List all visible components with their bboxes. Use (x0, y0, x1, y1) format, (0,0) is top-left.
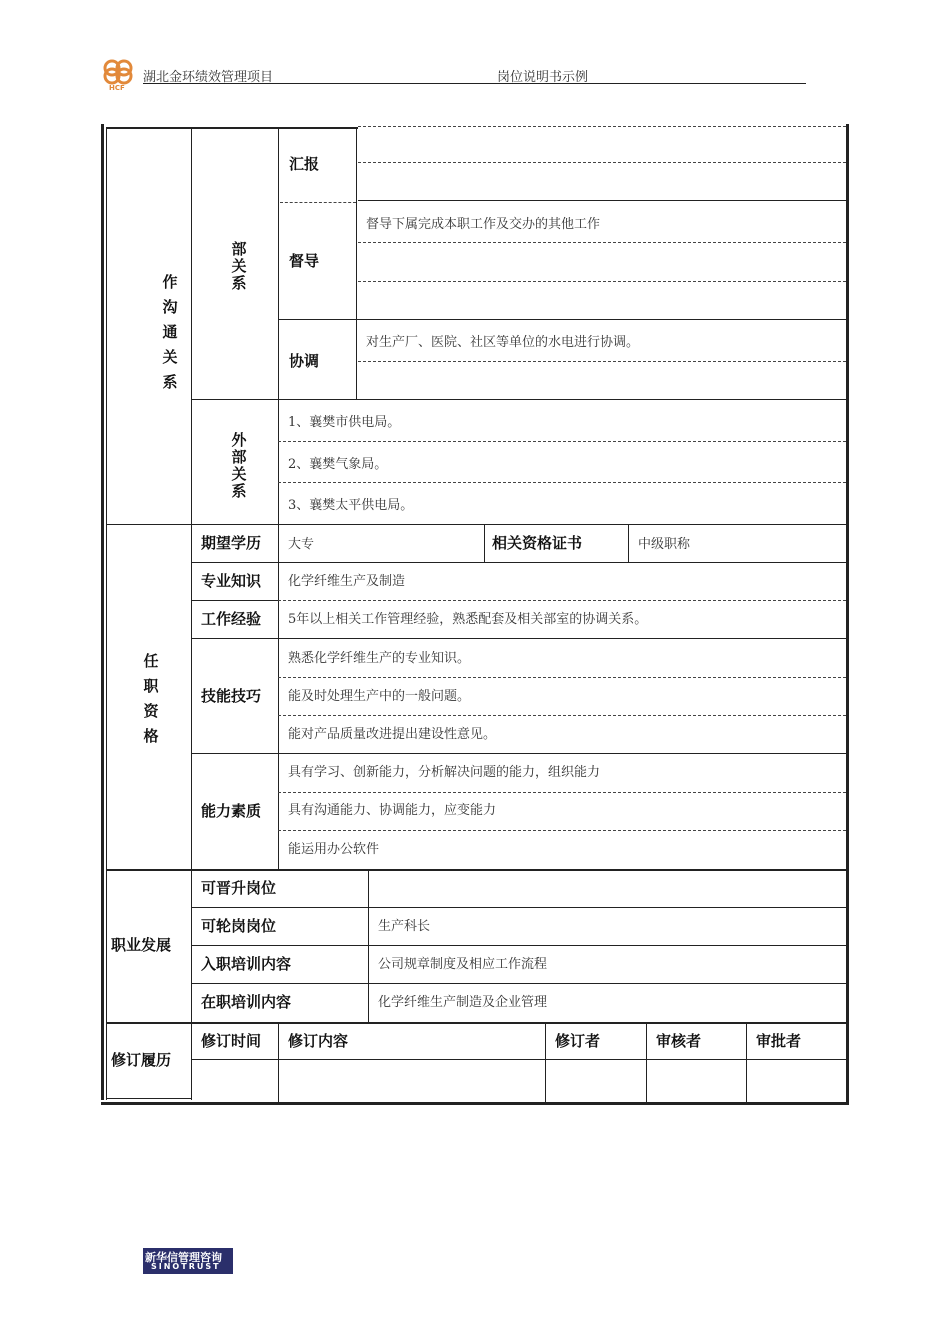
education-value: 大专 (288, 537, 315, 552)
ability-item: 具有沟通能力、协调能力，应变能力 (288, 803, 497, 818)
supervise-label: 督导 (289, 252, 320, 270)
career-row-value: 公司规章制度及相应工作流程 (378, 957, 548, 972)
skill-item: 能及时处理生产中的一般问题。 (288, 689, 471, 704)
supervise-text: 督导下属完成本职工作及交办的其他工作 (366, 217, 601, 232)
revision-col-header: 修订时间 (201, 1032, 262, 1050)
communication-section-label: 作 沟 通 关 系 (162, 273, 178, 391)
career-row-label: 在职培训内容 (201, 993, 292, 1011)
certificate-value: 中级职称 (638, 537, 691, 552)
header-project-title: 湖北金环绩效管理项目 (143, 70, 274, 85)
external-relations-label: 外 部 关 系 (231, 431, 247, 500)
coordinate-label: 协调 (289, 352, 320, 370)
skills-label: 技能技巧 (201, 687, 262, 705)
education-label: 期望学历 (201, 534, 262, 552)
coordinate-text: 对生产厂、医院、社区等单位的水电进行协调。 (366, 335, 640, 350)
internal-relations-label: 部 关 系 (231, 240, 247, 292)
abilities-label: 能力素质 (201, 802, 262, 820)
certificate-label: 相关资格证书 (492, 534, 583, 552)
skill-item: 熟悉化学纤维生产的专业知识。 (288, 651, 471, 666)
ability-item: 能运用办公软件 (288, 842, 380, 857)
career-row-value: 生产科长 (378, 919, 431, 934)
revision-col-header: 修订内容 (288, 1032, 349, 1050)
career-row-label: 可轮岗岗位 (201, 917, 277, 935)
header-doc-title: 岗位说明书示例 (497, 70, 589, 85)
revision-section-label: 修订履历 (111, 1051, 172, 1069)
knowledge-value: 化学纤维生产及制造 (288, 574, 406, 589)
external-item: 2、襄樊气象局。 (288, 457, 388, 472)
sinotrust-logo: 新华信管理咨询 SINOTRUST (143, 1248, 233, 1274)
external-item: 3、襄樊太平供电局。 (288, 498, 414, 513)
revision-col-header: 审核者 (656, 1032, 702, 1050)
skill-item: 能对产品质量改进提出建设性意见。 (288, 727, 497, 742)
experience-value: 5年以上相关工作管理经验，熟悉配套及相关部室的协调关系。 (288, 612, 648, 627)
revision-col-header: 修订者 (555, 1032, 601, 1050)
external-item: 1、襄樊市供电局。 (288, 415, 401, 430)
experience-label: 工作经验 (201, 610, 262, 628)
knowledge-label: 专业知识 (201, 572, 262, 590)
revision-col-header: 审批者 (756, 1032, 802, 1050)
career-row-label: 入职培训内容 (201, 955, 292, 973)
career-row-label: 可晋升岗位 (201, 879, 277, 897)
career-row-value: 化学纤维生产制造及企业管理 (378, 995, 548, 1010)
report-label: 汇报 (289, 155, 320, 173)
svg-text:HCF: HCF (109, 84, 125, 92)
ability-item: 具有学习、创新能力，分析解决问题的能力，组织能力 (288, 765, 601, 780)
qualifications-section-label: 任 职 资 格 (143, 652, 159, 745)
career-section-label: 职业发展 (111, 936, 172, 954)
